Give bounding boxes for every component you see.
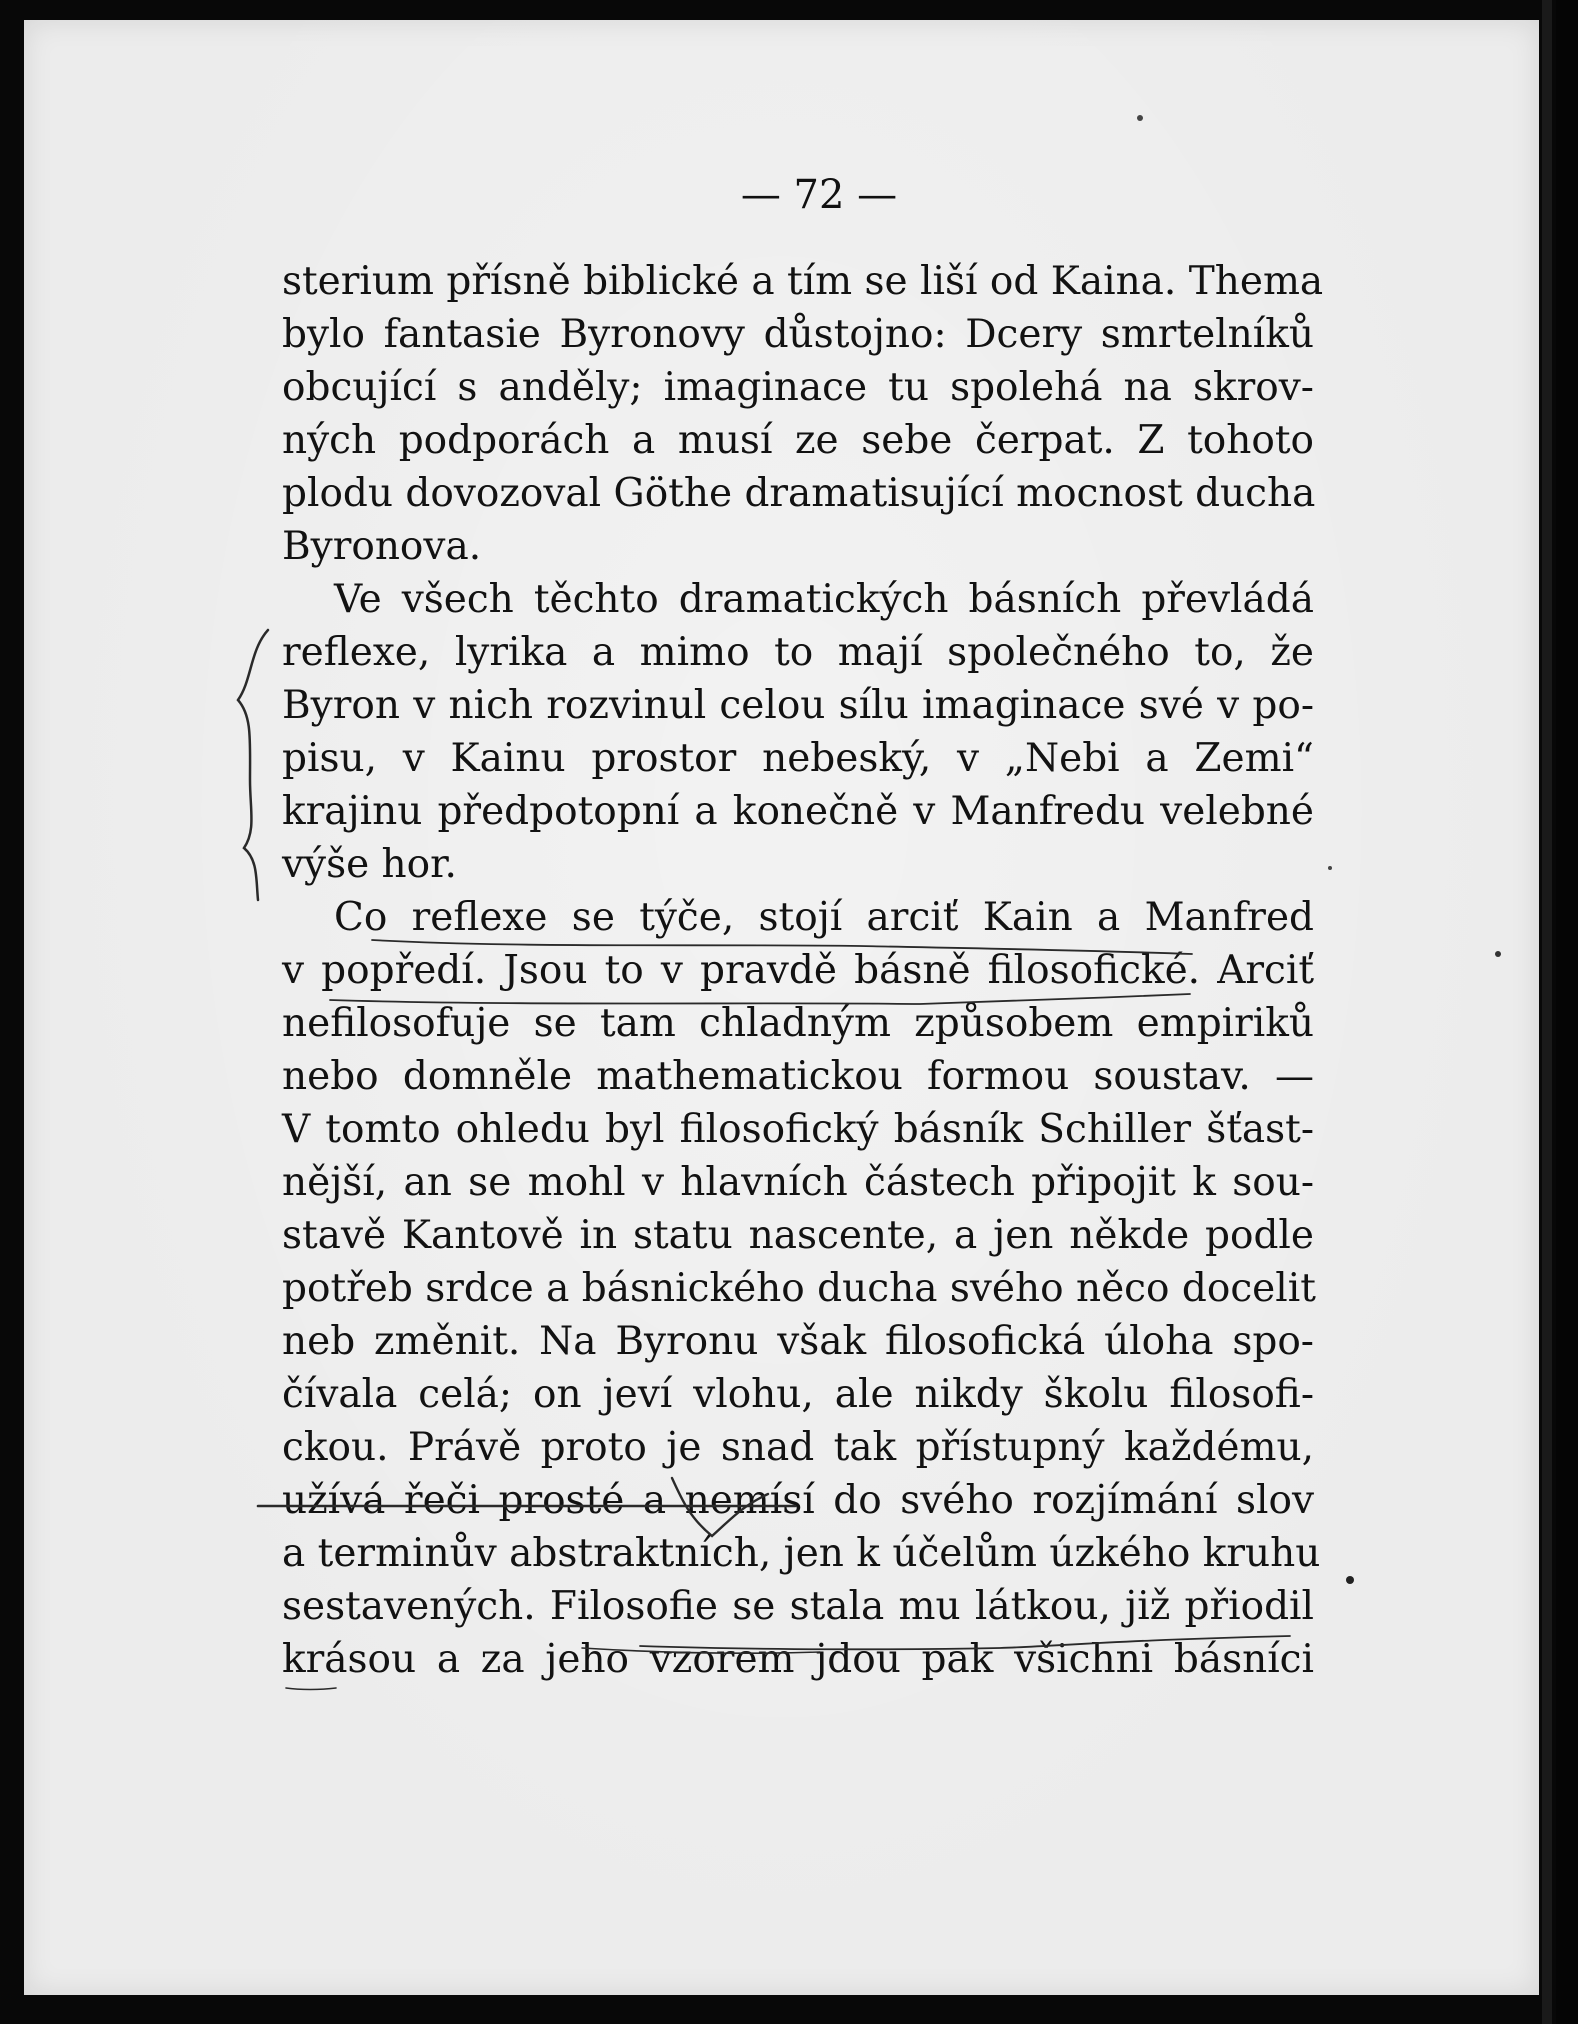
text-line: Byron v nich rozvinul celou sílu imaginace své v po- [282, 683, 1314, 728]
text-line: neb změnit. Na Byronu však filosofická úloha spo- [282, 1319, 1314, 1364]
text-line: užívá řeči prosté a nemísí do svého rozjímání slov [282, 1478, 1314, 1523]
text-line: krajinu předpotopní a konečně v Manfredu velebné [282, 789, 1314, 834]
text-line: Byronova. [282, 524, 482, 569]
text-line: plodu dovozoval Göthe dramatisující mocnost ducha [282, 471, 1316, 516]
text-line: pisu, v Kainu prostor nebeský, v „Nebi a Zemi“ [282, 736, 1314, 781]
text-line: obcující s anděly; imaginace tu spolehá na skrov- [282, 365, 1314, 410]
text-line: čívala celá; on jeví vlohu, ale nikdy školu filosofi- [282, 1372, 1314, 1417]
text-line: stavě Kantově in statu nascente, a jen někde podle [282, 1213, 1314, 1258]
text-line: reflexe, lyrika a mimo to mají společného to, že [282, 630, 1314, 675]
text-line: Ve všech těchto dramatických básních převládá [334, 577, 1314, 622]
page-number: — 72 — [740, 172, 898, 218]
binding-edge [1556, 0, 1578, 2024]
text-line: V tomto ohledu byl filosofický básník Schiller šťast- [282, 1107, 1314, 1152]
text-line: v popředí. Jsou to v pravdě básně filosofické. Arciť [282, 948, 1314, 993]
text-line: Co reflexe se týče, stojí arciť Kain a Manfred [334, 895, 1314, 940]
text-line: ckou. Právě proto je snad tak přístupný každému, [282, 1425, 1314, 1470]
text-line: ných podporách a musí ze sebe čerpat. Z tohoto [282, 418, 1314, 463]
text-line: nější, an se mohl v hlavních částech připojit k sou- [282, 1160, 1314, 1205]
text-line: výše hor. [282, 842, 457, 887]
text-line: bylo fantasie Byronovy důstojno: Dcery smrtelníků [282, 312, 1314, 357]
page-edge [1542, 0, 1552, 2024]
text-line: sestavených. Filosofie se stala mu látkou, již přiodil [282, 1584, 1314, 1629]
text-line: potřeb srdce a básnického ducha svého něco docelit [282, 1266, 1316, 1311]
text-line: sterium přísně biblické a tím se liší od Kaina. Thema [282, 259, 1324, 304]
text-line: nefilosofuje se tam chladným způsobem empiriků [282, 1001, 1314, 1046]
body-text [282, 255, 1324, 1686]
text-line: a terminův abstraktních, jen k účelům úzkého kruhu [282, 1531, 1321, 1576]
text-line: nebo domněle mathematickou formou soustav. — [282, 1054, 1314, 1099]
text-line: krásou a za jeho vzorem jdou pak všichni básníci [282, 1637, 1314, 1682]
